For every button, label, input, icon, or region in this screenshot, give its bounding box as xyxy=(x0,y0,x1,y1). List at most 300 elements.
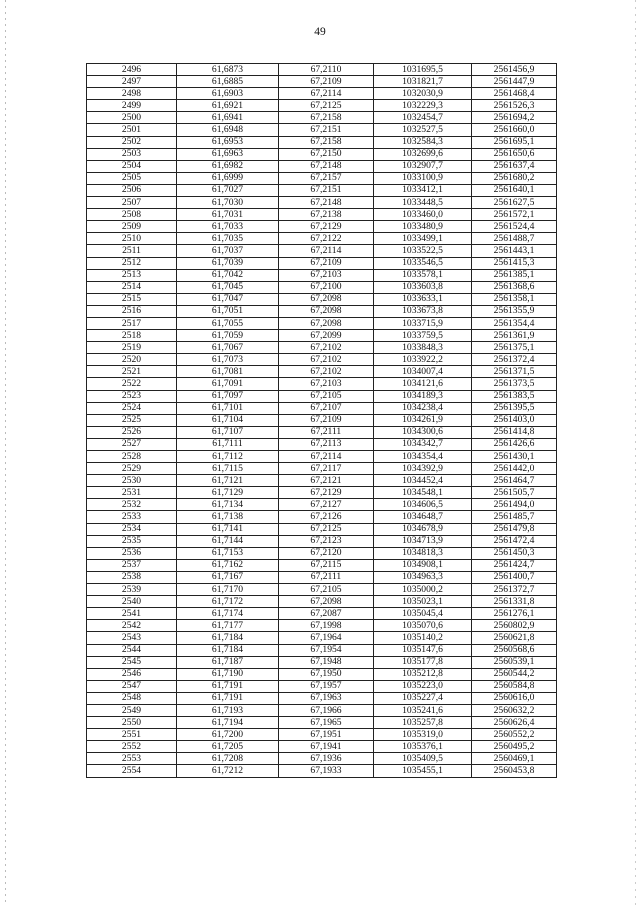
table-cell-lon: 67,2150 xyxy=(279,148,374,160)
table-cell-y: 2561572,1 xyxy=(472,209,557,221)
table-cell-x: 1034678,9 xyxy=(374,523,472,535)
table-cell-x: 1035070,6 xyxy=(374,620,472,632)
table-cell-x: 1032454,7 xyxy=(374,112,472,124)
table-cell-lon: 67,2100 xyxy=(279,281,374,293)
table-cell-y: 2561443,1 xyxy=(472,245,557,257)
table-cell-lat: 61,7172 xyxy=(177,596,279,608)
table-row xyxy=(87,596,557,608)
table-cell-y: 2560469,1 xyxy=(472,753,557,765)
table-cell-point: 2519 xyxy=(87,342,177,354)
table-cell-y: 2561385,1 xyxy=(472,269,557,281)
table-row xyxy=(87,523,557,535)
table-cell-lon: 67,2129 xyxy=(279,487,374,499)
table-cell-lon: 67,2098 xyxy=(279,293,374,305)
coordinates-table xyxy=(86,63,557,778)
table-cell-y: 2561464,7 xyxy=(472,475,557,487)
table-cell-lat: 61,7138 xyxy=(177,511,279,523)
table-cell-lat: 61,7091 xyxy=(177,378,279,390)
table-cell-point: 2552 xyxy=(87,741,177,753)
table-row xyxy=(87,704,557,716)
table-row xyxy=(87,717,557,729)
table-cell-x: 1034354,4 xyxy=(374,451,472,463)
table-cell-point: 2530 xyxy=(87,475,177,487)
table-cell-lon: 67,1933 xyxy=(279,765,374,777)
scan-edge-left xyxy=(5,0,6,905)
table-cell-lat: 61,6999 xyxy=(177,172,279,184)
table-cell-lon: 67,1948 xyxy=(279,656,374,668)
table-cell-y: 2561660,0 xyxy=(472,124,557,136)
table-row xyxy=(87,668,557,680)
table-cell-x: 1035409,5 xyxy=(374,753,472,765)
table-row xyxy=(87,112,557,124)
table-cell-lon: 67,1936 xyxy=(279,753,374,765)
table-cell-lon: 67,2098 xyxy=(279,317,374,329)
table-cell-x: 1033499,1 xyxy=(374,233,472,245)
table-cell-lon: 67,1964 xyxy=(279,632,374,644)
table-cell-point: 2547 xyxy=(87,680,177,692)
table-cell-lon: 67,2129 xyxy=(279,221,374,233)
table-cell-y: 2560616,0 xyxy=(472,692,557,704)
table-cell-lat: 61,7134 xyxy=(177,499,279,511)
table-cell-lon: 67,2103 xyxy=(279,269,374,281)
table-cell-point: 2536 xyxy=(87,547,177,559)
table-cell-lat: 61,7153 xyxy=(177,547,279,559)
table-cell-y: 2561447,9 xyxy=(472,76,557,88)
table-cell-point: 2503 xyxy=(87,148,177,160)
table-cell-lat: 61,7129 xyxy=(177,487,279,499)
table-cell-x: 1035319,0 xyxy=(374,729,472,741)
table-cell-lon: 67,2099 xyxy=(279,330,374,342)
table-cell-point: 2500 xyxy=(87,112,177,124)
table-cell-point: 2522 xyxy=(87,378,177,390)
table-cell-y: 2560539,1 xyxy=(472,656,557,668)
table-cell-x: 1033448,5 xyxy=(374,197,472,209)
table-cell-lon: 67,2138 xyxy=(279,209,374,221)
table-cell-x: 1034261,9 xyxy=(374,414,472,426)
table-cell-point: 2516 xyxy=(87,305,177,317)
table-cell-point: 2505 xyxy=(87,172,177,184)
table-cell-point: 2526 xyxy=(87,426,177,438)
table-cell-y: 2561373,5 xyxy=(472,378,557,390)
page-number: 49 xyxy=(314,26,326,38)
table-cell-lon: 67,2122 xyxy=(279,233,374,245)
table-row xyxy=(87,64,557,76)
table-cell-y: 2561361,9 xyxy=(472,330,557,342)
table-cell-lon: 67,2115 xyxy=(279,559,374,571)
table-cell-lat: 61,7037 xyxy=(177,245,279,257)
table-cell-point: 2506 xyxy=(87,184,177,196)
table-row xyxy=(87,184,557,196)
table-cell-y: 2561395,5 xyxy=(472,402,557,414)
table-cell-y: 2560802,9 xyxy=(472,620,557,632)
table-row xyxy=(87,124,557,136)
table-cell-point: 2507 xyxy=(87,197,177,209)
table-cell-y: 2560584,8 xyxy=(472,680,557,692)
table-cell-lat: 61,7191 xyxy=(177,680,279,692)
table-cell-lat: 61,7170 xyxy=(177,584,279,596)
table-row xyxy=(87,197,557,209)
table-cell-lon: 67,2107 xyxy=(279,402,374,414)
table-row xyxy=(87,317,557,329)
table-cell-point: 2538 xyxy=(87,571,177,583)
table-cell-y: 2561355,9 xyxy=(472,305,557,317)
table-cell-y: 2561524,4 xyxy=(472,221,557,233)
table-cell-point: 2510 xyxy=(87,233,177,245)
table-row xyxy=(87,281,557,293)
table-cell-point: 2499 xyxy=(87,100,177,112)
table-cell-lon: 67,2114 xyxy=(279,88,374,100)
table-cell-lat: 61,7187 xyxy=(177,656,279,668)
table-cell-lat: 61,6885 xyxy=(177,76,279,88)
table-cell-lat: 61,6982 xyxy=(177,160,279,172)
table-cell-x: 1034452,4 xyxy=(374,475,472,487)
table-cell-lon: 67,2110 xyxy=(279,64,374,76)
table-cell-x: 1033412,1 xyxy=(374,184,472,196)
table-cell-lon: 67,2098 xyxy=(279,305,374,317)
table-cell-x: 1035212,8 xyxy=(374,668,472,680)
table-cell-lat: 61,7162 xyxy=(177,559,279,571)
table-cell-y: 2560552,2 xyxy=(472,729,557,741)
table-cell-point: 2537 xyxy=(87,559,177,571)
table-cell-y: 2561415,3 xyxy=(472,257,557,269)
table-cell-x: 1034908,1 xyxy=(374,559,472,571)
table-cell-lon: 67,1966 xyxy=(279,704,374,716)
table-cell-lat: 61,7144 xyxy=(177,535,279,547)
table-row xyxy=(87,632,557,644)
table-cell-lon: 67,2127 xyxy=(279,499,374,511)
table-cell-point: 2528 xyxy=(87,451,177,463)
table-cell-lon: 67,2105 xyxy=(279,390,374,402)
table-cell-lon: 67,2113 xyxy=(279,438,374,450)
table-cell-lat: 61,7191 xyxy=(177,692,279,704)
table-row xyxy=(87,148,557,160)
table-cell-point: 2501 xyxy=(87,124,177,136)
table-cell-lat: 61,7097 xyxy=(177,390,279,402)
table-cell-lon: 67,2087 xyxy=(279,608,374,620)
table-cell-lat: 61,6963 xyxy=(177,148,279,160)
table-row xyxy=(87,741,557,753)
table-cell-point: 2543 xyxy=(87,632,177,644)
table-cell-lon: 67,2102 xyxy=(279,342,374,354)
table-cell-point: 2517 xyxy=(87,317,177,329)
table-row xyxy=(87,366,557,378)
table-cell-x: 1035455,1 xyxy=(374,765,472,777)
table-row xyxy=(87,451,557,463)
scan-edge-right xyxy=(635,0,636,905)
table-row xyxy=(87,136,557,148)
table-cell-point: 2513 xyxy=(87,269,177,281)
table-cell-point: 2514 xyxy=(87,281,177,293)
table-cell-y: 2561450,3 xyxy=(472,547,557,559)
table-cell-point: 2554 xyxy=(87,765,177,777)
table-cell-y: 2561358,1 xyxy=(472,293,557,305)
table-cell-y: 2561627,5 xyxy=(472,197,557,209)
table-cell-x: 1035023,1 xyxy=(374,596,472,608)
table-row xyxy=(87,76,557,88)
table-cell-x: 1033480,9 xyxy=(374,221,472,233)
table-cell-y: 2561640,1 xyxy=(472,184,557,196)
table-cell-point: 2496 xyxy=(87,64,177,76)
table-cell-lon: 67,1957 xyxy=(279,680,374,692)
table-cell-y: 2560495,2 xyxy=(472,741,557,753)
table-cell-lat: 61,6921 xyxy=(177,100,279,112)
table-cell-lon: 67,2151 xyxy=(279,124,374,136)
table-cell-x: 1033522,5 xyxy=(374,245,472,257)
table-row xyxy=(87,414,557,426)
table-cell-point: 2523 xyxy=(87,390,177,402)
table-cell-lat: 61,7184 xyxy=(177,632,279,644)
table-row xyxy=(87,88,557,100)
table-cell-y: 2561694,2 xyxy=(472,112,557,124)
table-cell-lat: 61,7104 xyxy=(177,414,279,426)
table-cell-point: 2541 xyxy=(87,608,177,620)
table-cell-y: 2561375,1 xyxy=(472,342,557,354)
table-cell-lon: 67,2158 xyxy=(279,136,374,148)
table-cell-lat: 61,7033 xyxy=(177,221,279,233)
table-cell-x: 1034300,6 xyxy=(374,426,472,438)
table-row xyxy=(87,269,557,281)
table-cell-lon: 67,1963 xyxy=(279,692,374,704)
table-cell-y: 2561468,4 xyxy=(472,88,557,100)
table-cell-point: 2551 xyxy=(87,729,177,741)
table-row xyxy=(87,753,557,765)
table-cell-point: 2532 xyxy=(87,499,177,511)
table-row xyxy=(87,656,557,668)
table-cell-lon: 67,2158 xyxy=(279,112,374,124)
table-row xyxy=(87,584,557,596)
table-cell-y: 2561494,0 xyxy=(472,499,557,511)
table-row xyxy=(87,692,557,704)
table-cell-x: 1034342,7 xyxy=(374,438,472,450)
table-cell-y: 2560626,4 xyxy=(472,717,557,729)
table-cell-lat: 61,7121 xyxy=(177,475,279,487)
table-cell-x: 1033603,8 xyxy=(374,281,472,293)
table-cell-y: 2561650,6 xyxy=(472,148,557,160)
table-cell-point: 2524 xyxy=(87,402,177,414)
table-row xyxy=(87,547,557,559)
table-cell-y: 2560568,6 xyxy=(472,644,557,656)
table-cell-lon: 67,2114 xyxy=(279,451,374,463)
table-cell-y: 2561680,2 xyxy=(472,172,557,184)
table-row xyxy=(87,426,557,438)
table-cell-y: 2561505,7 xyxy=(472,487,557,499)
table-cell-lat: 61,7111 xyxy=(177,438,279,450)
table-row xyxy=(87,680,557,692)
table-cell-x: 1034189,3 xyxy=(374,390,472,402)
table-cell-x: 1031821,7 xyxy=(374,76,472,88)
table-cell-lat: 61,7101 xyxy=(177,402,279,414)
table-cell-x: 1033715,9 xyxy=(374,317,472,329)
table-cell-x: 1035376,1 xyxy=(374,741,472,753)
table-cell-x: 1033546,5 xyxy=(374,257,472,269)
table-row xyxy=(87,378,557,390)
table-cell-x: 1034606,5 xyxy=(374,499,472,511)
table-row xyxy=(87,233,557,245)
table-cell-x: 1031695,5 xyxy=(374,64,472,76)
table-cell-x: 1034963,3 xyxy=(374,571,472,583)
table-cell-y: 2561472,4 xyxy=(472,535,557,547)
table-cell-lat: 61,7184 xyxy=(177,644,279,656)
table-cell-y: 2560453,8 xyxy=(472,765,557,777)
table-cell-point: 2549 xyxy=(87,704,177,716)
table-cell-lat: 61,6948 xyxy=(177,124,279,136)
table-row xyxy=(87,293,557,305)
table-cell-lat: 61,7027 xyxy=(177,184,279,196)
table-cell-point: 2515 xyxy=(87,293,177,305)
table-cell-lon: 67,2109 xyxy=(279,414,374,426)
table-cell-x: 1035177,8 xyxy=(374,656,472,668)
table-cell-y: 2561526,3 xyxy=(472,100,557,112)
table-cell-y: 2561637,4 xyxy=(472,160,557,172)
table-cell-y: 2561695,1 xyxy=(472,136,557,148)
table-cell-point: 2498 xyxy=(87,88,177,100)
table-cell-x: 1032229,3 xyxy=(374,100,472,112)
table-cell-lat: 61,6953 xyxy=(177,136,279,148)
table-cell-lat: 61,7067 xyxy=(177,342,279,354)
table-cell-y: 2560632,2 xyxy=(472,704,557,716)
table-cell-lat: 61,7167 xyxy=(177,571,279,583)
table-cell-y: 2561485,7 xyxy=(472,511,557,523)
table-cell-lat: 61,7141 xyxy=(177,523,279,535)
table-cell-x: 1035147,6 xyxy=(374,644,472,656)
table-cell-y: 2561331,8 xyxy=(472,596,557,608)
table-cell-lat: 61,6873 xyxy=(177,64,279,76)
table-cell-lon: 67,2151 xyxy=(279,184,374,196)
table-cell-point: 2521 xyxy=(87,366,177,378)
table-row xyxy=(87,342,557,354)
table-cell-y: 2561276,1 xyxy=(472,608,557,620)
table-row xyxy=(87,608,557,620)
table-cell-y: 2560544,2 xyxy=(472,668,557,680)
table-cell-lon: 67,1951 xyxy=(279,729,374,741)
table-cell-x: 1032907,7 xyxy=(374,160,472,172)
table-cell-y: 2561400,7 xyxy=(472,571,557,583)
coordinates-table-body xyxy=(87,64,557,778)
table-cell-y: 2560621,8 xyxy=(472,632,557,644)
table-row xyxy=(87,765,557,777)
table-row xyxy=(87,257,557,269)
table-cell-lon: 67,2126 xyxy=(279,511,374,523)
table-cell-y: 2561371,5 xyxy=(472,366,557,378)
table-cell-lon: 67,2109 xyxy=(279,76,374,88)
table-row xyxy=(87,245,557,257)
table-cell-point: 2534 xyxy=(87,523,177,535)
table-cell-x: 1033759,5 xyxy=(374,330,472,342)
table-cell-lat: 61,7115 xyxy=(177,463,279,475)
table-cell-point: 2533 xyxy=(87,511,177,523)
table-cell-lon: 67,2157 xyxy=(279,172,374,184)
table-cell-lon: 67,2103 xyxy=(279,378,374,390)
table-cell-lat: 61,7177 xyxy=(177,620,279,632)
table-cell-lat: 61,7112 xyxy=(177,451,279,463)
table-cell-lat: 61,7205 xyxy=(177,741,279,753)
table-cell-point: 2542 xyxy=(87,620,177,632)
table-cell-y: 2561414,8 xyxy=(472,426,557,438)
table-cell-x: 1035000,2 xyxy=(374,584,472,596)
table-cell-lat: 61,7073 xyxy=(177,354,279,366)
table-cell-lon: 67,2121 xyxy=(279,475,374,487)
table-cell-y: 2561479,8 xyxy=(472,523,557,535)
table-cell-lat: 61,7208 xyxy=(177,753,279,765)
table-cell-lat: 61,7035 xyxy=(177,233,279,245)
table-row xyxy=(87,535,557,547)
table-cell-x: 1034392,9 xyxy=(374,463,472,475)
table-cell-x: 1033578,1 xyxy=(374,269,472,281)
table-cell-lon: 67,2105 xyxy=(279,584,374,596)
table-cell-lat: 61,7081 xyxy=(177,366,279,378)
table-cell-x: 1034238,4 xyxy=(374,402,472,414)
table-cell-y: 2561424,7 xyxy=(472,559,557,571)
table-cell-lon: 67,2117 xyxy=(279,463,374,475)
table-cell-x: 1034548,1 xyxy=(374,487,472,499)
table-row xyxy=(87,729,557,741)
table-cell-point: 2540 xyxy=(87,596,177,608)
table-cell-lat: 61,7190 xyxy=(177,668,279,680)
table-cell-point: 2531 xyxy=(87,487,177,499)
table-row xyxy=(87,354,557,366)
table-cell-x: 1035223,0 xyxy=(374,680,472,692)
table-cell-lon: 67,2111 xyxy=(279,426,374,438)
table-cell-point: 2502 xyxy=(87,136,177,148)
table-cell-x: 1033460,0 xyxy=(374,209,472,221)
table-cell-point: 2504 xyxy=(87,160,177,172)
table-cell-x: 1034818,3 xyxy=(374,547,472,559)
table-cell-lon: 67,1941 xyxy=(279,741,374,753)
table-row xyxy=(87,511,557,523)
table-cell-lat: 61,7051 xyxy=(177,305,279,317)
table-cell-lon: 67,2148 xyxy=(279,197,374,209)
table-cell-x: 1035140,2 xyxy=(374,632,472,644)
table-cell-x: 1032584,3 xyxy=(374,136,472,148)
table-cell-lat: 61,7174 xyxy=(177,608,279,620)
table-cell-x: 1035241,6 xyxy=(374,704,472,716)
table-cell-y: 2561383,5 xyxy=(472,390,557,402)
table-row xyxy=(87,221,557,233)
table-cell-y: 2561403,0 xyxy=(472,414,557,426)
table-cell-lat: 61,7030 xyxy=(177,197,279,209)
table-cell-point: 2535 xyxy=(87,535,177,547)
table-cell-y: 2561372,4 xyxy=(472,354,557,366)
table-cell-lat: 61,6941 xyxy=(177,112,279,124)
table-row xyxy=(87,559,557,571)
table-cell-point: 2548 xyxy=(87,692,177,704)
table-cell-lon: 67,1954 xyxy=(279,644,374,656)
table-row xyxy=(87,390,557,402)
table-row xyxy=(87,620,557,632)
table-cell-lon: 67,1965 xyxy=(279,717,374,729)
table-cell-lon: 67,2102 xyxy=(279,366,374,378)
table-cell-point: 2539 xyxy=(87,584,177,596)
table-cell-lon: 67,2123 xyxy=(279,535,374,547)
table-cell-x: 1035227,4 xyxy=(374,692,472,704)
table-cell-point: 2550 xyxy=(87,717,177,729)
table-cell-x: 1035045,4 xyxy=(374,608,472,620)
table-cell-y: 2561442,0 xyxy=(472,463,557,475)
table-cell-lon: 67,2125 xyxy=(279,100,374,112)
table-row xyxy=(87,487,557,499)
table-cell-x: 1033673,8 xyxy=(374,305,472,317)
table-cell-point: 2518 xyxy=(87,330,177,342)
table-cell-x: 1032527,5 xyxy=(374,124,472,136)
table-cell-y: 2561354,4 xyxy=(472,317,557,329)
table-cell-lon: 67,1950 xyxy=(279,668,374,680)
table-cell-x: 1032030,9 xyxy=(374,88,472,100)
table-cell-point: 2512 xyxy=(87,257,177,269)
table-cell-lat: 61,7039 xyxy=(177,257,279,269)
table-row xyxy=(87,571,557,583)
table-cell-y: 2561368,6 xyxy=(472,281,557,293)
table-cell-lat: 61,7200 xyxy=(177,729,279,741)
